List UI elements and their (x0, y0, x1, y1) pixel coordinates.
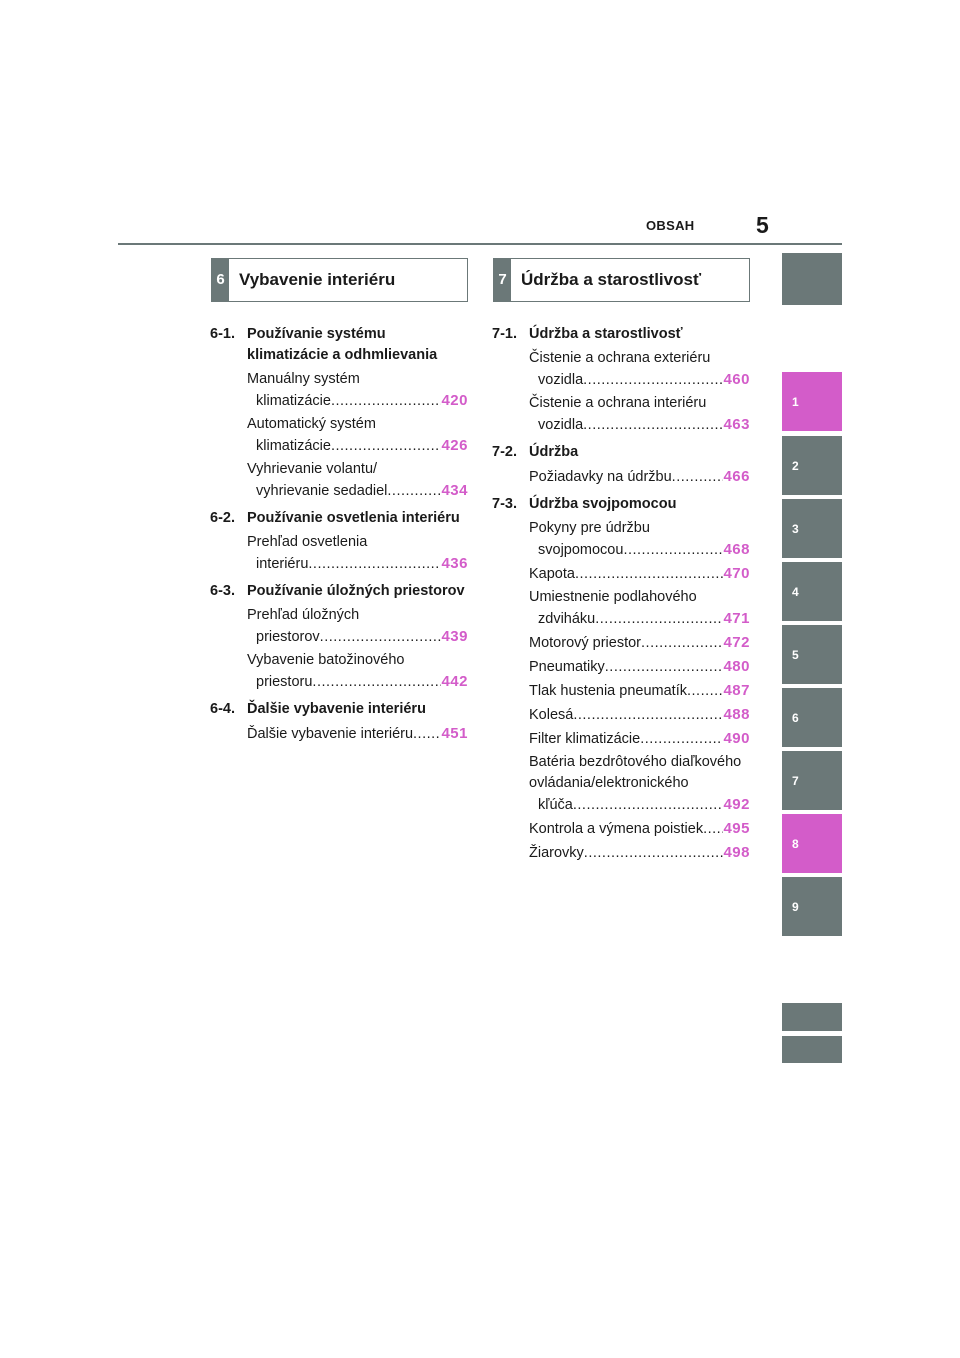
page-reference-link[interactable]: 466 (723, 468, 750, 485)
entry-leader-line (247, 553, 468, 575)
toc-entry[interactable] (247, 723, 468, 745)
chapter-tab-9[interactable] (782, 877, 842, 936)
chapter-tab-label: 2 (792, 458, 799, 473)
entry-title: Kapota (529, 566, 575, 582)
subsection-number: 7-2. (492, 444, 517, 460)
entry-leader-line (529, 818, 750, 840)
chapter-tab-label: 8 (792, 836, 799, 851)
toc-column-6 (210, 320, 468, 745)
dot-leader (308, 554, 441, 575)
toc-subsection[interactable] (210, 699, 468, 720)
toc-column-7 (492, 320, 750, 864)
page-reference-link[interactable]: 463 (723, 416, 750, 433)
entry-leader-line (247, 480, 468, 502)
page-reference-link[interactable]: 470 (723, 565, 750, 582)
chapter-tab-7[interactable] (782, 751, 842, 810)
subsection-number: 6-3. (210, 583, 235, 599)
entry-leader-line (529, 539, 750, 561)
dot-leader (687, 681, 723, 702)
entry-leader-line (529, 414, 750, 436)
toc-subsection[interactable] (492, 442, 750, 463)
dot-leader (584, 843, 724, 864)
page-reference-link[interactable]: 498 (723, 844, 750, 861)
toc-subsection[interactable] (492, 324, 750, 345)
toc-entry[interactable] (529, 632, 750, 654)
dot-leader (331, 391, 442, 412)
entry-title-line: Automatický systém (247, 416, 376, 432)
toc-subsection[interactable] (210, 581, 468, 602)
page-reference-link[interactable]: 492 (723, 796, 750, 813)
toc-entry[interactable] (247, 459, 468, 502)
entry-leader-line (529, 680, 750, 702)
dot-leader (672, 467, 724, 488)
toc-entry[interactable] (529, 466, 750, 488)
entry-title: priestorov (256, 629, 320, 645)
dot-leader (575, 564, 724, 585)
subsection-title: Údržba a starostlivosť (529, 326, 683, 342)
dot-leader (703, 819, 723, 840)
entry-title: zdviháku (538, 611, 596, 627)
dot-leader (320, 627, 442, 648)
chapter-tab-label: 3 (792, 521, 799, 536)
entry-title: vyhrievanie sedadiel (256, 483, 388, 499)
toc-entry[interactable] (529, 752, 750, 816)
toc-entry[interactable] (247, 532, 468, 575)
section-number: 7 (494, 259, 511, 301)
entry-leader-line (529, 563, 750, 585)
entry-title-line: Umiestnenie podlahového (529, 589, 697, 605)
toc-entry[interactable] (247, 369, 468, 412)
toc-subsection[interactable] (210, 508, 468, 529)
entry-title: Pneumatiky (529, 659, 605, 675)
toc-entry[interactable] (247, 605, 468, 648)
entry-title: Žiarovky (529, 845, 584, 861)
entry-title: Kontrola a výmena poistiek (529, 821, 704, 837)
entry-leader-line (529, 608, 750, 630)
chapter-tab-label: 7 (792, 773, 799, 788)
toc-entry[interactable] (529, 842, 750, 864)
subsection-title: Používanie úložných priestorov (247, 583, 465, 599)
toc-entry[interactable] (247, 650, 468, 693)
page-number: 5 (756, 212, 769, 238)
entry-leader-line (529, 728, 750, 750)
toc-entry[interactable] (529, 656, 750, 678)
section-title: Údržba a starostlivosť (521, 270, 702, 289)
page-reference-link[interactable]: 434 (441, 482, 468, 499)
dot-leader (583, 415, 723, 436)
entry-leader-line (247, 390, 468, 412)
entry-leader-line (529, 369, 750, 391)
dot-leader (387, 481, 441, 502)
toc-entry[interactable] (529, 348, 750, 391)
entry-title-line: Prehľad osvetlenia (247, 534, 368, 550)
toc-entry[interactable] (529, 704, 750, 726)
entry-title: Filter klimatizácie (529, 731, 641, 747)
chapter-tab-label: 1 (792, 394, 799, 409)
header-rule (118, 243, 842, 245)
dot-leader (640, 729, 723, 750)
entry-title: interiéru (256, 556, 309, 572)
page-reference-link[interactable]: 488 (723, 706, 750, 723)
toc-entry[interactable] (247, 414, 468, 457)
subsection-number: 7-3. (492, 496, 517, 512)
entry-leader-line (529, 466, 750, 488)
subsection-title: Používanie osvetlenia interiéru (247, 510, 460, 526)
page-reference-link[interactable]: 468 (723, 541, 750, 558)
toc-entry[interactable] (529, 563, 750, 585)
dot-leader (413, 724, 441, 745)
dot-leader (573, 705, 723, 726)
entry-leader-line (247, 435, 468, 457)
dot-leader (605, 657, 724, 678)
page-reference-link[interactable]: 451 (441, 725, 468, 742)
page-reference-link[interactable]: 436 (441, 555, 468, 572)
subsection-title: Používanie systému klimatizácie a odhmlievania (247, 326, 438, 363)
page-reference-link[interactable]: 490 (723, 730, 750, 747)
chapter-tab-2[interactable] (782, 436, 842, 495)
entry-title: svojpomocou (538, 542, 624, 558)
dot-leader (583, 370, 723, 391)
section-7-heading (493, 258, 750, 302)
entry-title-line: Vybavenie batožinového (247, 652, 405, 668)
chapter-tab-1[interactable] (782, 372, 842, 431)
dot-leader (623, 540, 723, 561)
entry-title: vozidla (538, 372, 584, 388)
entry-leader-line (529, 794, 750, 816)
page-reference-link[interactable]: 480 (723, 658, 750, 675)
subsection-title: Údržba svojpomocou (529, 496, 677, 512)
chapter-tab-8[interactable] (782, 814, 842, 873)
chapter-tab-6[interactable] (782, 688, 842, 747)
entry-title: Kolesá (529, 707, 574, 723)
entry-title-line: Pokyny pre údržbu (529, 520, 650, 536)
toc-entry[interactable] (529, 393, 750, 436)
entry-leader-line (247, 723, 468, 745)
entry-title: Motorový priestor (529, 635, 642, 651)
page-reference-link[interactable]: 460 (723, 371, 750, 388)
subsection-number: 7-1. (492, 326, 517, 342)
toc-entry[interactable] (529, 587, 750, 630)
page-reference-link[interactable]: 426 (441, 437, 468, 454)
subsection-number: 6-1. (210, 326, 235, 342)
entry-title-line: Čistenie a ochrana interiéru (529, 395, 707, 411)
toc-entry[interactable] (529, 818, 750, 840)
section-6-heading (211, 258, 468, 302)
page-reference-link[interactable]: 472 (723, 634, 750, 651)
entry-title: Tlak hustenia pneumatík (529, 683, 687, 699)
page-reference-link[interactable]: 487 (723, 682, 750, 699)
dot-leader (331, 436, 442, 457)
dot-leader (312, 672, 441, 693)
page-reference-link[interactable]: 439 (441, 628, 468, 645)
chapter-tab-blank[interactable] (782, 253, 842, 305)
page-reference-link[interactable]: 495 (723, 820, 750, 837)
section-title: Vybavenie interiéru (239, 270, 396, 289)
toc-subsection[interactable] (492, 494, 750, 515)
dot-leader (595, 609, 723, 630)
entry-title-line: Batéria bezdrôtového diaľkového ovládania/elektronického (529, 754, 742, 791)
chapter-tab-blank[interactable] (782, 1036, 842, 1063)
toc-entry[interactable] (529, 728, 750, 750)
dot-leader (573, 795, 724, 816)
header-title: OBSAH (646, 218, 695, 233)
entry-title: priestoru (256, 674, 313, 690)
entry-title: Ďalšie vybavenie interiéru (247, 726, 414, 742)
entry-title-line: Prehľad úložných (247, 607, 360, 623)
chapter-tab-5[interactable] (782, 625, 842, 684)
subsection-title: Ďalšie vybavenie interiéru (247, 701, 426, 717)
chapter-tab-label: 4 (792, 584, 799, 599)
entry-title-line: Vyhrievanie volantu/ (247, 461, 378, 477)
entry-title: Požiadavky na údržbu (529, 469, 672, 485)
entry-leader-line (529, 704, 750, 726)
page-reference-link[interactable]: 420 (441, 392, 468, 409)
entry-leader-line (529, 842, 750, 864)
toc-entry[interactable] (529, 518, 750, 561)
chapter-tab-label: 5 (792, 647, 799, 662)
subsection-number: 6-2. (210, 510, 235, 526)
toc-subsection[interactable] (210, 324, 468, 366)
subsection-title: Údržba (529, 444, 579, 460)
entry-title-line: Čistenie a ochrana exteriéru (529, 350, 711, 366)
page-reference-link[interactable]: 442 (441, 673, 468, 690)
chapter-tab-blank[interactable] (782, 1003, 842, 1031)
chapter-tab-label: 6 (792, 710, 799, 725)
chapter-tab-label: 9 (792, 899, 799, 914)
dot-leader (641, 633, 723, 654)
entry-leader-line (247, 626, 468, 648)
entry-leader-line (529, 656, 750, 678)
section-number: 6 (212, 259, 229, 301)
toc-entry[interactable] (529, 680, 750, 702)
entry-leader-line (529, 632, 750, 654)
subsection-number: 6-4. (210, 701, 235, 717)
entry-title: kľúča (538, 797, 573, 813)
entry-leader-line (247, 671, 468, 693)
chapter-tab-4[interactable] (782, 562, 842, 621)
page-reference-link[interactable]: 471 (723, 610, 750, 627)
entry-title: klimatizácie (256, 438, 331, 454)
entry-title: klimatizácie (256, 393, 331, 409)
entry-title: vozidla (538, 417, 584, 433)
chapter-tab-3[interactable] (782, 499, 842, 558)
entry-title-line: Manuálny systém (247, 371, 360, 387)
